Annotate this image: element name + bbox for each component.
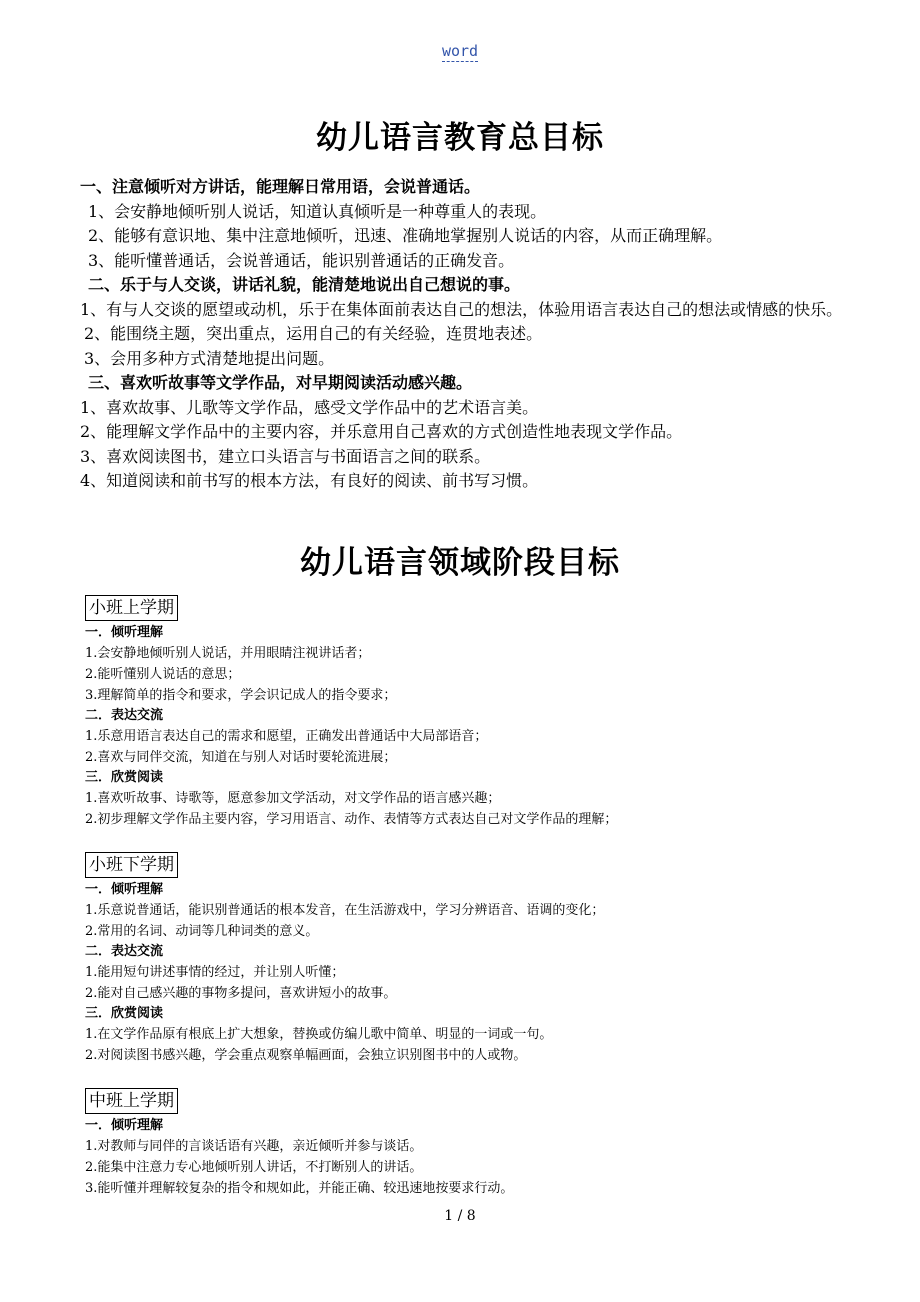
goal-item: 3、会用多种方式清楚地提出问题。	[84, 348, 335, 368]
sub-heading: 三．欣赏阅读	[85, 1006, 164, 1021]
stage-block	[85, 1088, 865, 1199]
page-indicator: 1 / 8	[444, 1208, 476, 1224]
list-item: 1.乐意说普通话，能识别普通话的根本发音，在生活游戏中，学习分辨语音、语调的变化；	[85, 903, 605, 918]
page-title: 幼儿语言教育总目标	[316, 120, 604, 156]
list-item: 1.在文学作品原有根底上扩大想象，替换或仿编儿歌中简单、明显的一词或一句。	[85, 1027, 553, 1042]
stage-block	[85, 852, 865, 1066]
goal-item: 2、能理解文学作品中的主要内容，并乐意用自己喜欢的方式创造性地表现文学作品。	[80, 422, 683, 441]
stage-label: 小班上学期	[85, 595, 178, 621]
goal-heading: 二、乐于与人交谈，讲话礼貌，能清楚地说出自己想说的事。	[88, 275, 521, 294]
list-item: 1.能用短句讲述事情的经过，并让别人听懂；	[85, 965, 345, 980]
list-item: 1.对教师与同伴的言谈话语有兴趣，亲近倾听并参与谈话。	[85, 1139, 423, 1154]
list-item: 2.能听懂别人说话的意思；	[85, 667, 241, 682]
list-item: 3.能听懂并理解较复杂的指令和规如此，并能正确、较迅速地按要求行动。	[85, 1181, 514, 1196]
overall-goals	[80, 175, 860, 494]
section-title: 幼儿语言领域阶段目标	[300, 545, 620, 581]
sub-heading: 二．表达交流	[85, 708, 164, 723]
header-word-text[interactable]: word	[441, 42, 479, 60]
sub-heading: 一．倾听理解	[85, 625, 164, 640]
list-item: 2.喜欢与同伴交流，知道在与别人对话时要轮流进展；	[85, 750, 397, 765]
goal-heading: 一、注意倾听对方讲话，能理解日常用语，会说普通话。	[80, 177, 481, 196]
goal-item: 1、有与人交谈的愿望或动机，乐于在集体面前表达自己的想法，体验用语言表达自己的想法或情感的快乐。	[80, 299, 843, 319]
list-item: 2.常用的名词、动词等几种词类的意义。	[85, 924, 319, 939]
sub-heading: 一．倾听理解	[85, 882, 164, 897]
list-item: 1.乐意用语言表达自己的需求和愿望，正确发出普通话中大局部语音；	[85, 729, 488, 744]
header-word-link[interactable]	[0, 42, 920, 60]
list-item: 2.初步理解文学作品主要内容，学习用语言、动作、表情等方式表达自己对文学作品的理解；	[85, 812, 618, 827]
sub-heading: 一．倾听理解	[85, 1118, 164, 1133]
sub-heading: 三．欣赏阅读	[85, 770, 164, 785]
goal-item: 2、能够有意识地、集中注意地倾听，迅速、准确地掌握别人说话的内容，从而正确理解。	[88, 226, 723, 245]
list-item: 1.会安静地倾听别人说话，并用眼睛注视讲话者；	[85, 646, 371, 661]
list-item: 2.能对自己感兴趣的事物多提问，喜欢讲短小的故事。	[85, 986, 397, 1001]
goal-item: 1、会安静地倾听别人说话，知道认真倾听是一种尊重人的表现。	[88, 201, 547, 221]
goal-item: 3、喜欢阅读图书，建立口头语言与书面语言之间的联系。	[80, 446, 491, 466]
stage-block	[85, 595, 865, 830]
list-item: 1.喜欢听故事、诗歌等，愿意参加文学活动，对文学作品的语言感兴趣；	[85, 791, 501, 806]
goal-item: 2、能围绕主题，突出重点，运用自己的有关经验，连贯地表述。	[84, 324, 543, 343]
goal-item: 3、能听懂普通话，会说普通话，能识别普通话的正确发音。	[88, 250, 515, 270]
list-item: 2.能集中注意力专心地倾听别人讲话，不打断别人的讲话。	[85, 1160, 423, 1175]
goal-item: 1、喜欢故事、儿歌等文学作品，感受文学作品中的艺术语言美。	[80, 397, 539, 417]
list-item: 2.对阅读图书感兴趣，学会重点观察单幅画面，会独立识别图书中的人或物。	[85, 1048, 527, 1063]
sub-heading: 二．表达交流	[85, 944, 164, 959]
goal-item: 4、知道阅读和前书写的根本方法，有良好的阅读、前书写习惯。	[80, 471, 539, 490]
stage-label: 小班下学期	[85, 852, 178, 878]
stage-label: 中班上学期	[85, 1088, 178, 1114]
list-item: 3.理解简单的指令和要求，学会识记成人的指令要求；	[85, 688, 397, 703]
goal-heading: 三、喜欢听故事等文学作品，对早期阅读活动感兴趣。	[88, 373, 473, 392]
